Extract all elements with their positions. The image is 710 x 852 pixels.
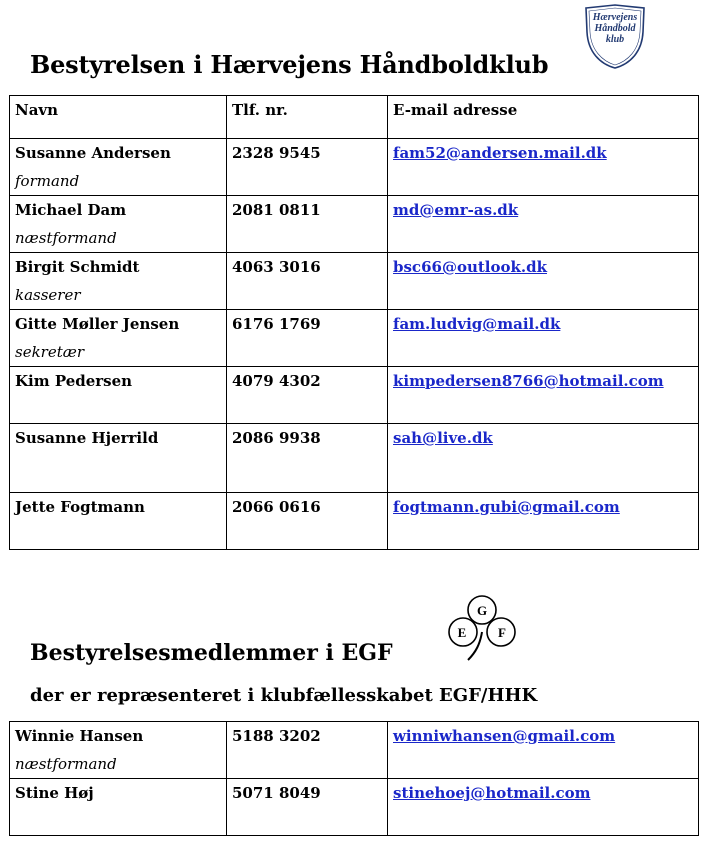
- email-cell: [388, 253, 699, 310]
- name-cell: [10, 310, 227, 367]
- egf-section-subtitle: der er repræsenteret i klubfællesskabet EGF/HHK: [30, 685, 538, 706]
- phone-cell: 2066 0616: [227, 493, 388, 550]
- name-cell: [10, 722, 227, 779]
- column-header-name: Navn: [10, 96, 227, 139]
- egf-section-title: Bestyrelsesmedlemmer i EGF: [30, 640, 393, 666]
- name-cell: [10, 493, 227, 550]
- member-name: Michael Dam: [15, 201, 127, 219]
- email-link[interactable]: fogtmann.gubi@gmail.com: [393, 498, 620, 516]
- name-cell: [10, 196, 227, 253]
- member-name: Susanne Andersen: [15, 144, 171, 162]
- phone-cell: 4063 3016: [227, 253, 388, 310]
- member-role: kasserer: [15, 286, 81, 304]
- name-cell: [10, 367, 227, 424]
- email-cell: [388, 424, 699, 493]
- name-cell: [10, 253, 227, 310]
- phone-cell: 5188 3202: [227, 722, 388, 779]
- email-cell: [388, 196, 699, 253]
- table-row: [10, 493, 699, 550]
- name-cell: [10, 139, 227, 196]
- table-row: [10, 779, 699, 836]
- table-row: [10, 424, 699, 493]
- table-row: [10, 722, 699, 779]
- egf-letter-e: E: [457, 625, 467, 640]
- table-row: [10, 367, 699, 424]
- logo-line-1: Hærvejens: [592, 12, 638, 23]
- page-title: Bestyrelsen i Hærvejens Håndboldklub: [30, 50, 549, 79]
- member-name: Gitte Møller Jensen: [15, 315, 180, 333]
- name-cell: [10, 424, 227, 493]
- name-cell: [10, 779, 227, 836]
- email-link[interactable]: stinehoej@hotmail.com: [393, 784, 591, 802]
- email-link[interactable]: md@emr-as.dk: [393, 201, 519, 219]
- logo-line-2: Håndbold: [594, 23, 636, 34]
- phone-cell: 5071 8049: [227, 779, 388, 836]
- column-header-phone: Tlf. nr.: [227, 96, 388, 139]
- haervejens-haandbold-logo: [580, 2, 650, 70]
- member-name: Birgit Schmidt: [15, 258, 140, 276]
- member-name: Susanne Hjerrild: [15, 429, 159, 447]
- member-name: Jette Fogtmann: [15, 498, 145, 516]
- email-link[interactable]: sah@live.dk: [393, 429, 493, 447]
- phone-cell: 4079 4302: [227, 367, 388, 424]
- table-row: [10, 310, 699, 367]
- email-link[interactable]: fam.ludvig@mail.dk: [393, 315, 561, 333]
- member-name: Winnie Hansen: [15, 727, 144, 745]
- email-link[interactable]: fam52@andersen.mail.dk: [393, 144, 607, 162]
- email-cell: [388, 779, 699, 836]
- table-row: [10, 196, 699, 253]
- phone-cell: 2081 0811: [227, 196, 388, 253]
- egf-letter-f: F: [498, 625, 506, 640]
- table-row: [10, 253, 699, 310]
- member-role: næstformand: [15, 755, 117, 773]
- member-role: sekretær: [15, 343, 85, 361]
- member-role: formand: [15, 172, 80, 190]
- table-row: [10, 139, 699, 196]
- email-cell: [388, 367, 699, 424]
- table-header-row: [10, 96, 699, 139]
- phone-cell: 2086 9938: [227, 424, 388, 493]
- egf-letter-g: G: [476, 603, 488, 618]
- email-link[interactable]: bsc66@outlook.dk: [393, 258, 547, 276]
- phone-cell: 6176 1769: [227, 310, 388, 367]
- email-cell: [388, 139, 699, 196]
- email-link[interactable]: winniwhansen@gmail.com: [393, 727, 616, 745]
- logo-line-3: klub: [605, 34, 625, 45]
- board-table: [9, 95, 699, 550]
- member-name: Stine Høj: [15, 784, 94, 802]
- email-cell: [388, 493, 699, 550]
- email-cell: [388, 722, 699, 779]
- email-cell: [388, 310, 699, 367]
- phone-cell: 2328 9545: [227, 139, 388, 196]
- egf-clover-logo: [440, 592, 524, 666]
- email-link[interactable]: kimpedersen8766@hotmail.com: [393, 372, 664, 390]
- egf-table: [9, 721, 699, 836]
- member-name: Kim Pedersen: [15, 372, 133, 390]
- member-role: næstformand: [15, 229, 117, 247]
- column-header-email: E-mail adresse: [388, 96, 699, 139]
